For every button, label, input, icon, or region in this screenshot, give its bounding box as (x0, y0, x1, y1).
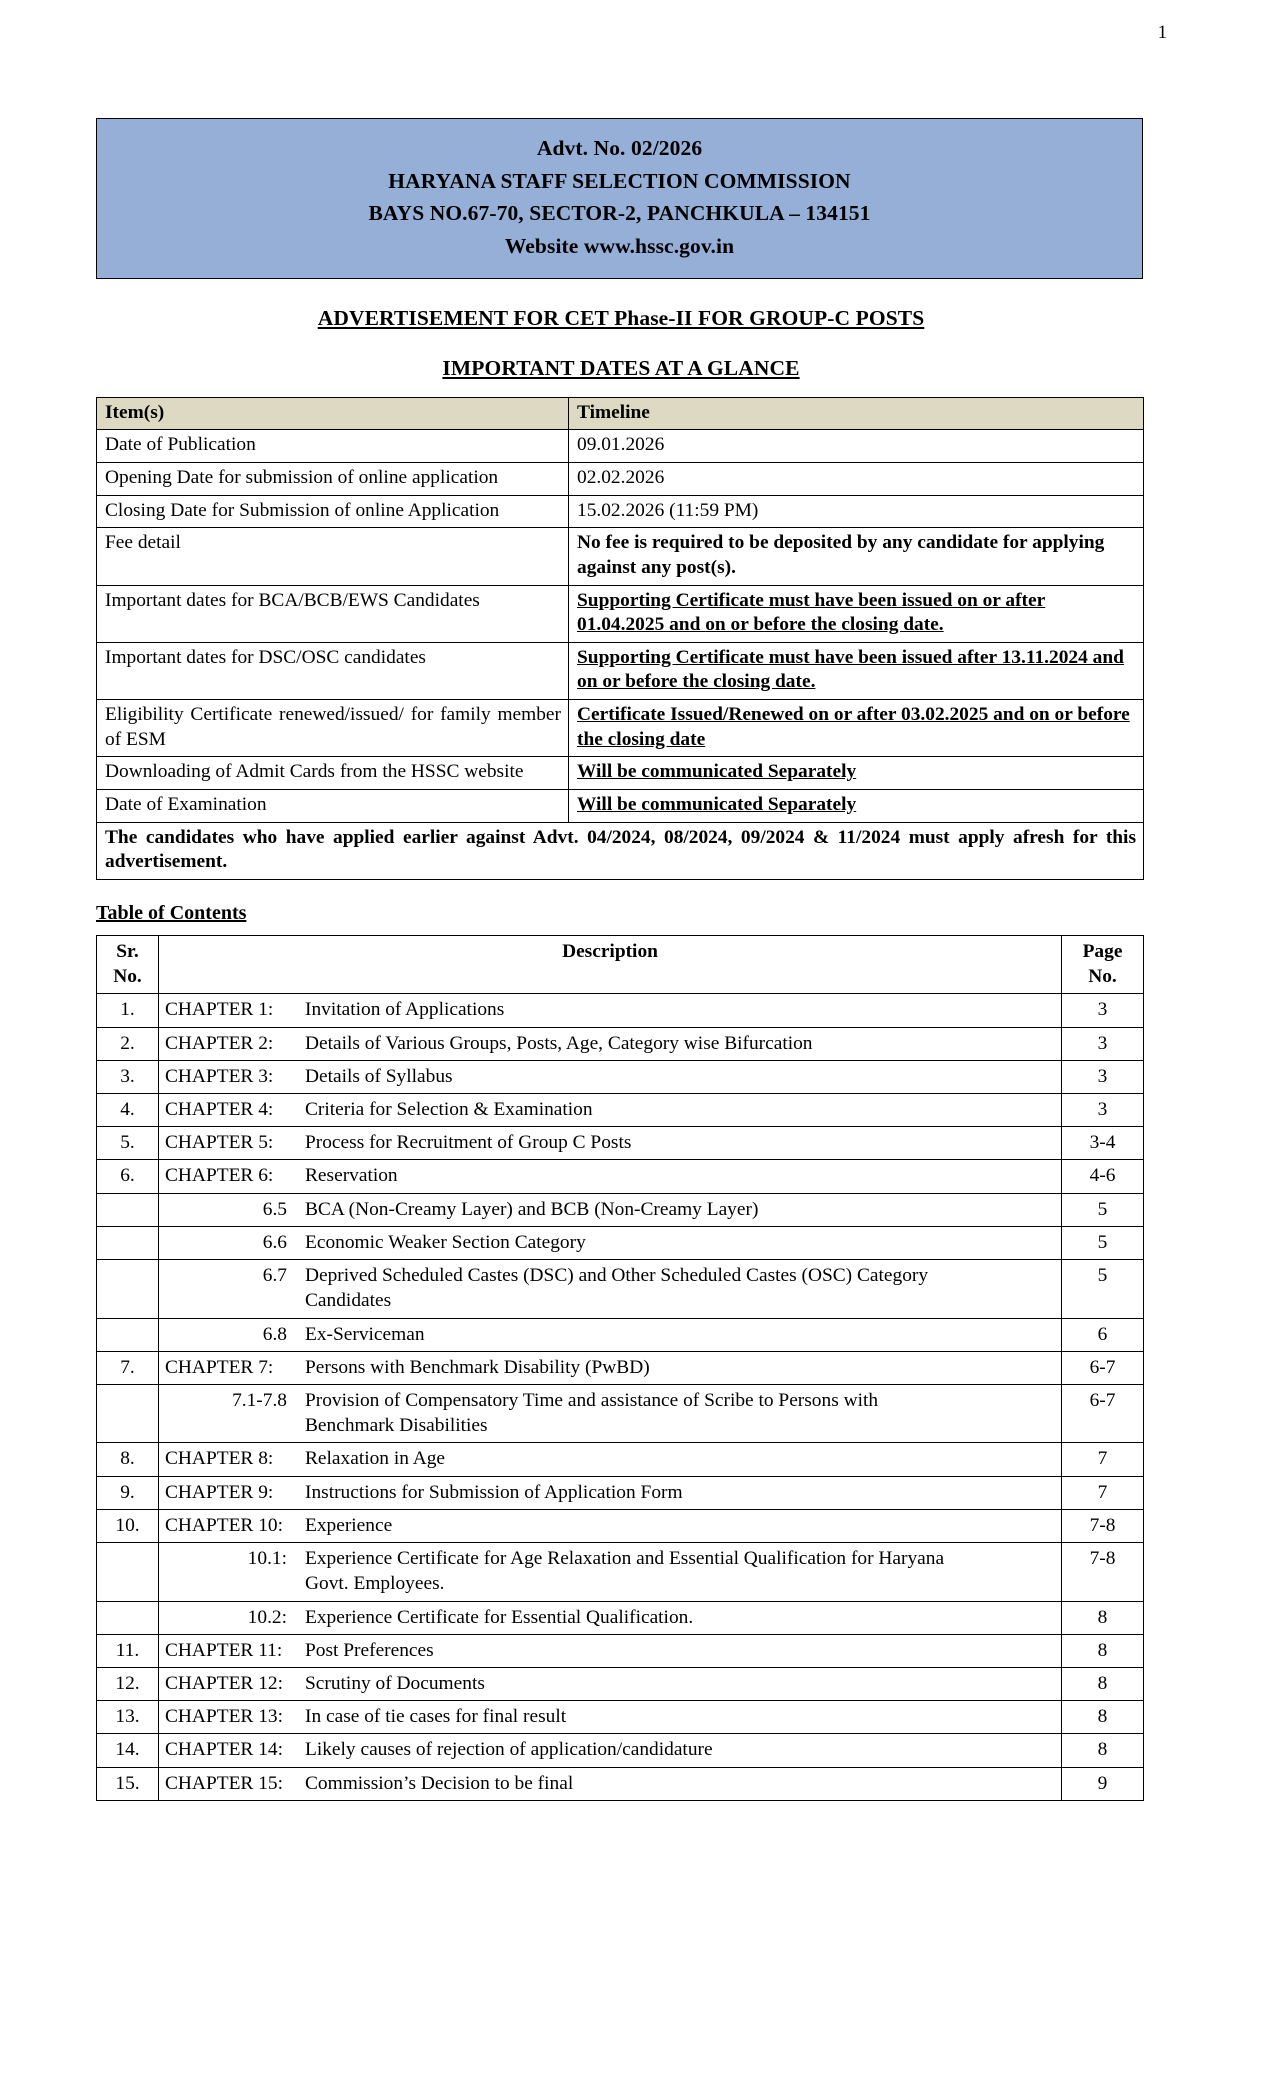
toc-serial-number: 5. (97, 1127, 159, 1160)
commission-header-box (96, 118, 1143, 279)
toc-page-number: 7-8 (1062, 1543, 1144, 1601)
page-number: 1 (1157, 23, 1167, 43)
toc-page-number: 6 (1062, 1318, 1144, 1351)
table-row (97, 495, 1144, 528)
toc-page-number: 6-7 (1062, 1351, 1144, 1384)
toc-chapter-label: 6.7 (262, 1265, 287, 1287)
toc-row (97, 1094, 1144, 1127)
toc-page-number: 4-6 (1062, 1160, 1144, 1193)
reapply-note: The candidates who have applied earlier against Advt. 04/2024, 08/2024, 09/2024 & 11/2024 must apply afresh for this advertisement. (97, 822, 1144, 879)
date-item-label: Date of Publication (97, 430, 569, 463)
toc-chapter-label: CHAPTER 13: (165, 1706, 283, 1728)
toc-description (159, 1634, 1062, 1667)
toc-entry-text: Process for Recruitment of Group C Posts (305, 1132, 632, 1154)
toc-column-header-page (1062, 935, 1144, 993)
toc-serial-number: 12. (97, 1667, 159, 1700)
date-item-label: Date of Examination (97, 790, 569, 823)
toc-serial-number: 10. (97, 1509, 159, 1542)
toc-row (97, 1060, 1144, 1093)
advt-number: Advt. No. 02/2026 (536, 136, 703, 160)
column-header-timeline: Timeline (569, 397, 1144, 430)
table-row (97, 528, 1144, 585)
toc-serial-number: 6. (97, 1160, 159, 1193)
toc-chapter-label: CHAPTER 9: (165, 1481, 274, 1503)
toc-row (97, 1701, 1144, 1734)
toc-page-number: 8 (1062, 1667, 1144, 1700)
toc-entry-text: Economic Weaker Section Category (305, 1231, 586, 1253)
date-timeline-value: Supporting Certificate must have been issued on or after 01.04.2025 and on or before the closing date. (569, 585, 1144, 642)
date-timeline-value: Will be communicated Separately (569, 790, 1144, 823)
toc-entry-text: Post Preferences (305, 1639, 434, 1661)
toc-chapter-label: 6.8 (262, 1323, 287, 1345)
toc-serial-number (97, 1226, 159, 1259)
toc-chapter-label: CHAPTER 11: (165, 1639, 283, 1661)
table-row (97, 757, 1144, 790)
toc-entry-text: Provision of Compensatory Time and assistance of Scribe to Persons with Benchmark Disabilities (305, 1390, 879, 1437)
toc-sub-row (97, 1385, 1144, 1443)
date-timeline-value: 15.02.2026 (11:59 PM) (569, 495, 1144, 528)
important-dates-title (96, 356, 1146, 381)
toc-chapter-label: CHAPTER 10: (165, 1514, 283, 1536)
toc-page-number: 8 (1062, 1601, 1144, 1634)
date-item-label: Closing Date for Submission of online Application (97, 495, 569, 528)
toc-serial-number (97, 1260, 159, 1318)
toc-page-line1: Page (1082, 940, 1123, 962)
table-note-row (97, 822, 1144, 879)
toc-chapter-label: CHAPTER 3: (165, 1065, 274, 1087)
date-item-label: Downloading of Admit Cards from the HSSC website (97, 757, 569, 790)
toc-entry-text: BCA (Non-Creamy Layer) and BCB (Non-Creamy Layer) (305, 1198, 759, 1220)
date-item-label: Opening Date for submission of online application (97, 462, 569, 495)
page-content (96, 118, 1146, 1801)
toc-serial-number: 15. (97, 1767, 159, 1800)
toc-chapter-label: CHAPTER 15: (165, 1772, 283, 1794)
toc-row (97, 1476, 1144, 1509)
toc-row (97, 1667, 1144, 1700)
toc-page-number: 6-7 (1062, 1385, 1144, 1443)
toc-description (159, 1667, 1062, 1700)
toc-row (97, 1734, 1144, 1767)
toc-description (159, 1767, 1062, 1800)
toc-serial-number (97, 1318, 159, 1351)
table-row (97, 430, 1144, 463)
toc-page-number: 5 (1062, 1260, 1144, 1318)
toc-row (97, 1443, 1144, 1476)
date-timeline-value: 09.01.2026 (569, 430, 1144, 463)
toc-entry-text: Experience Certificate for Essential Qualification. (305, 1606, 694, 1628)
toc-page-number: 7 (1062, 1443, 1144, 1476)
toc-sub-row (97, 1318, 1144, 1351)
toc-serial-number: 4. (97, 1094, 159, 1127)
toc-entry-text: Persons with Benchmark Disability (PwBD) (305, 1356, 650, 1378)
toc-serial-number: 8. (97, 1443, 159, 1476)
toc-row (97, 1351, 1144, 1384)
toc-description (159, 1060, 1062, 1093)
table-header-row (97, 397, 1144, 430)
toc-description (159, 1127, 1062, 1160)
toc-serial-number (97, 1193, 159, 1226)
date-timeline-value: Supporting Certificate must have been issued after 13.11.2024 and on or before the closing date. (569, 642, 1144, 699)
toc-chapter-label: CHAPTER 1: (165, 999, 274, 1021)
commission-website: Website www.hssc.gov.in (504, 234, 735, 259)
toc-chapter-label: CHAPTER 5: (165, 1132, 274, 1154)
toc-entry-text: Details of Syllabus (305, 1065, 453, 1087)
toc-entry-text: In case of tie cases for final result (305, 1706, 567, 1728)
toc-serial-number: 11. (97, 1634, 159, 1667)
toc-row (97, 1634, 1144, 1667)
toc-entry-text: Criteria for Selection & Examination (305, 1099, 593, 1121)
date-item-label: Eligibility Certificate renewed/issued/ for family member of ESM (97, 700, 569, 757)
toc-entry-text: Ex-Serviceman (305, 1323, 425, 1345)
toc-sub-row (97, 1226, 1144, 1259)
toc-chapter-label: 6.6 (262, 1231, 287, 1253)
toc-sr-line2: No. (113, 966, 142, 988)
toc-description (159, 1385, 1062, 1443)
toc-sr-line1: Sr. (116, 940, 139, 962)
toc-chapter-label: CHAPTER 12: (165, 1672, 283, 1694)
table-row (97, 462, 1144, 495)
toc-chapter-label: CHAPTER 14: (165, 1739, 283, 1761)
toc-row (97, 1509, 1144, 1542)
toc-description (159, 1601, 1062, 1634)
toc-description (159, 1543, 1062, 1601)
toc-chapter-label: CHAPTER 7: (165, 1356, 274, 1378)
toc-description (159, 1226, 1062, 1259)
toc-sub-row (97, 1260, 1144, 1318)
commission-name: HARYANA STAFF SELECTION COMMISSION (388, 168, 851, 193)
toc-description (159, 1443, 1062, 1476)
toc-chapter-label: CHAPTER 8: (165, 1448, 274, 1470)
table-row (97, 585, 1144, 642)
toc-sub-row (97, 1193, 1144, 1226)
toc-row (97, 994, 1144, 1027)
toc-serial-number: 3. (97, 1060, 159, 1093)
toc-serial-number (97, 1543, 159, 1601)
table-row (97, 790, 1144, 823)
toc-entry-text: Scrutiny of Documents (305, 1672, 485, 1694)
toc-serial-number: 2. (97, 1027, 159, 1060)
toc-page-number: 7-8 (1062, 1509, 1144, 1542)
toc-serial-number: 7. (97, 1351, 159, 1384)
toc-sub-row (97, 1601, 1144, 1634)
toc-serial-number: 14. (97, 1734, 159, 1767)
toc-row (97, 1127, 1144, 1160)
toc-entry-text: Experience (305, 1514, 393, 1536)
toc-description (159, 1160, 1062, 1193)
toc-header-row (97, 935, 1144, 993)
toc-page-number: 8 (1062, 1734, 1144, 1767)
toc-column-header-description: Description (159, 935, 1062, 993)
toc-sub-row (97, 1543, 1144, 1601)
toc-description (159, 1318, 1062, 1351)
toc-chapter-label: 7.1-7.8 (232, 1390, 287, 1411)
date-timeline-value: Will be communicated Separately (569, 757, 1144, 790)
advertisement-title (96, 306, 1146, 331)
toc-description (159, 1351, 1062, 1384)
date-timeline-value: 02.02.2026 (569, 462, 1144, 495)
toc-entry-text: Commission’s Decision to be final (305, 1772, 574, 1794)
toc-page-line2: No. (1088, 966, 1117, 988)
advertisement-title-text: ADVERTISEMENT FOR CET Phase-II FOR GROUP-C POSTS (317, 305, 925, 330)
toc-chapter-label: CHAPTER 6: (165, 1165, 274, 1187)
toc-description (159, 1734, 1062, 1767)
toc-serial-number (97, 1385, 159, 1443)
toc-entry-text: Details of Various Groups, Posts, Age, Category wise Bifurcation (305, 1032, 813, 1054)
commission-address: BAYS NO.67-70, SECTOR-2, PANCHKULA – 134151 (368, 201, 871, 226)
toc-description (159, 1260, 1062, 1318)
date-item-label: Important dates for DSC/OSC candidates (97, 642, 569, 699)
toc-description (159, 1476, 1062, 1509)
table-row (97, 642, 1144, 699)
toc-page-number: 3 (1062, 1027, 1144, 1060)
toc-chapter-label: CHAPTER 2: (165, 1032, 274, 1054)
date-timeline-value: Certificate Issued/Renewed on or after 03.02.2025 and on or before the closing date (569, 700, 1144, 757)
table-row (97, 700, 1144, 757)
date-item-label: Fee detail (97, 528, 569, 585)
toc-page-number: 5 (1062, 1226, 1144, 1259)
table-of-contents (96, 935, 1144, 1801)
column-header-items: Item(s) (97, 397, 569, 430)
toc-description (159, 1027, 1062, 1060)
toc-page-number: 5 (1062, 1193, 1144, 1226)
important-dates-table (96, 397, 1144, 880)
toc-entry-text: Relaxation in Age (305, 1448, 446, 1470)
toc-description (159, 1193, 1062, 1226)
toc-serial-number: 1. (97, 994, 159, 1027)
important-dates-title-text: IMPORTANT DATES AT A GLANCE (442, 355, 800, 380)
toc-column-header-sr (97, 935, 159, 993)
toc-heading-text: Table of Contents (96, 901, 247, 924)
toc-entry-text: Experience Certificate for Age Relaxation and Essential Qualification for Haryana Govt. Employees. (305, 1548, 945, 1595)
toc-page-number: 3 (1062, 1060, 1144, 1093)
toc-entry-text: Deprived Scheduled Castes (DSC) and Other Scheduled Castes (OSC) Category Candidates (305, 1265, 929, 1312)
toc-entry-text: Likely causes of rejection of application/candidature (305, 1739, 713, 1761)
toc-entry-text: Invitation of Applications (305, 999, 505, 1021)
toc-page-number: 8 (1062, 1634, 1144, 1667)
toc-page-number: 3 (1062, 1094, 1144, 1127)
toc-row (97, 1027, 1144, 1060)
toc-chapter-label: 10.2: (247, 1606, 287, 1628)
toc-serial-number: 13. (97, 1701, 159, 1734)
toc-row (97, 1160, 1144, 1193)
toc-chapter-label: CHAPTER 4: (165, 1099, 274, 1121)
toc-page-number: 3 (1062, 994, 1144, 1027)
toc-chapter-label: 10.1: (247, 1548, 287, 1570)
toc-page-number: 7 (1062, 1476, 1144, 1509)
toc-description (159, 1094, 1062, 1127)
toc-description (159, 1509, 1062, 1542)
date-item-label: Important dates for BCA/BCB/EWS Candidates (97, 585, 569, 642)
date-timeline-value: No fee is required to be deposited by any candidate for applying against any post(s). (569, 528, 1144, 585)
toc-description (159, 1701, 1062, 1734)
toc-page-number: 8 (1062, 1701, 1144, 1734)
toc-description (159, 994, 1062, 1027)
toc-entry-text: Instructions for Submission of Application Form (305, 1481, 683, 1503)
toc-row (97, 1767, 1144, 1800)
toc-serial-number (97, 1601, 159, 1634)
toc-entry-text: Reservation (305, 1165, 398, 1187)
toc-page-number: 9 (1062, 1767, 1144, 1800)
toc-page-number: 3-4 (1062, 1127, 1144, 1160)
toc-heading (96, 902, 1146, 925)
toc-chapter-label: 6.5 (262, 1198, 287, 1220)
toc-serial-number: 9. (97, 1476, 159, 1509)
